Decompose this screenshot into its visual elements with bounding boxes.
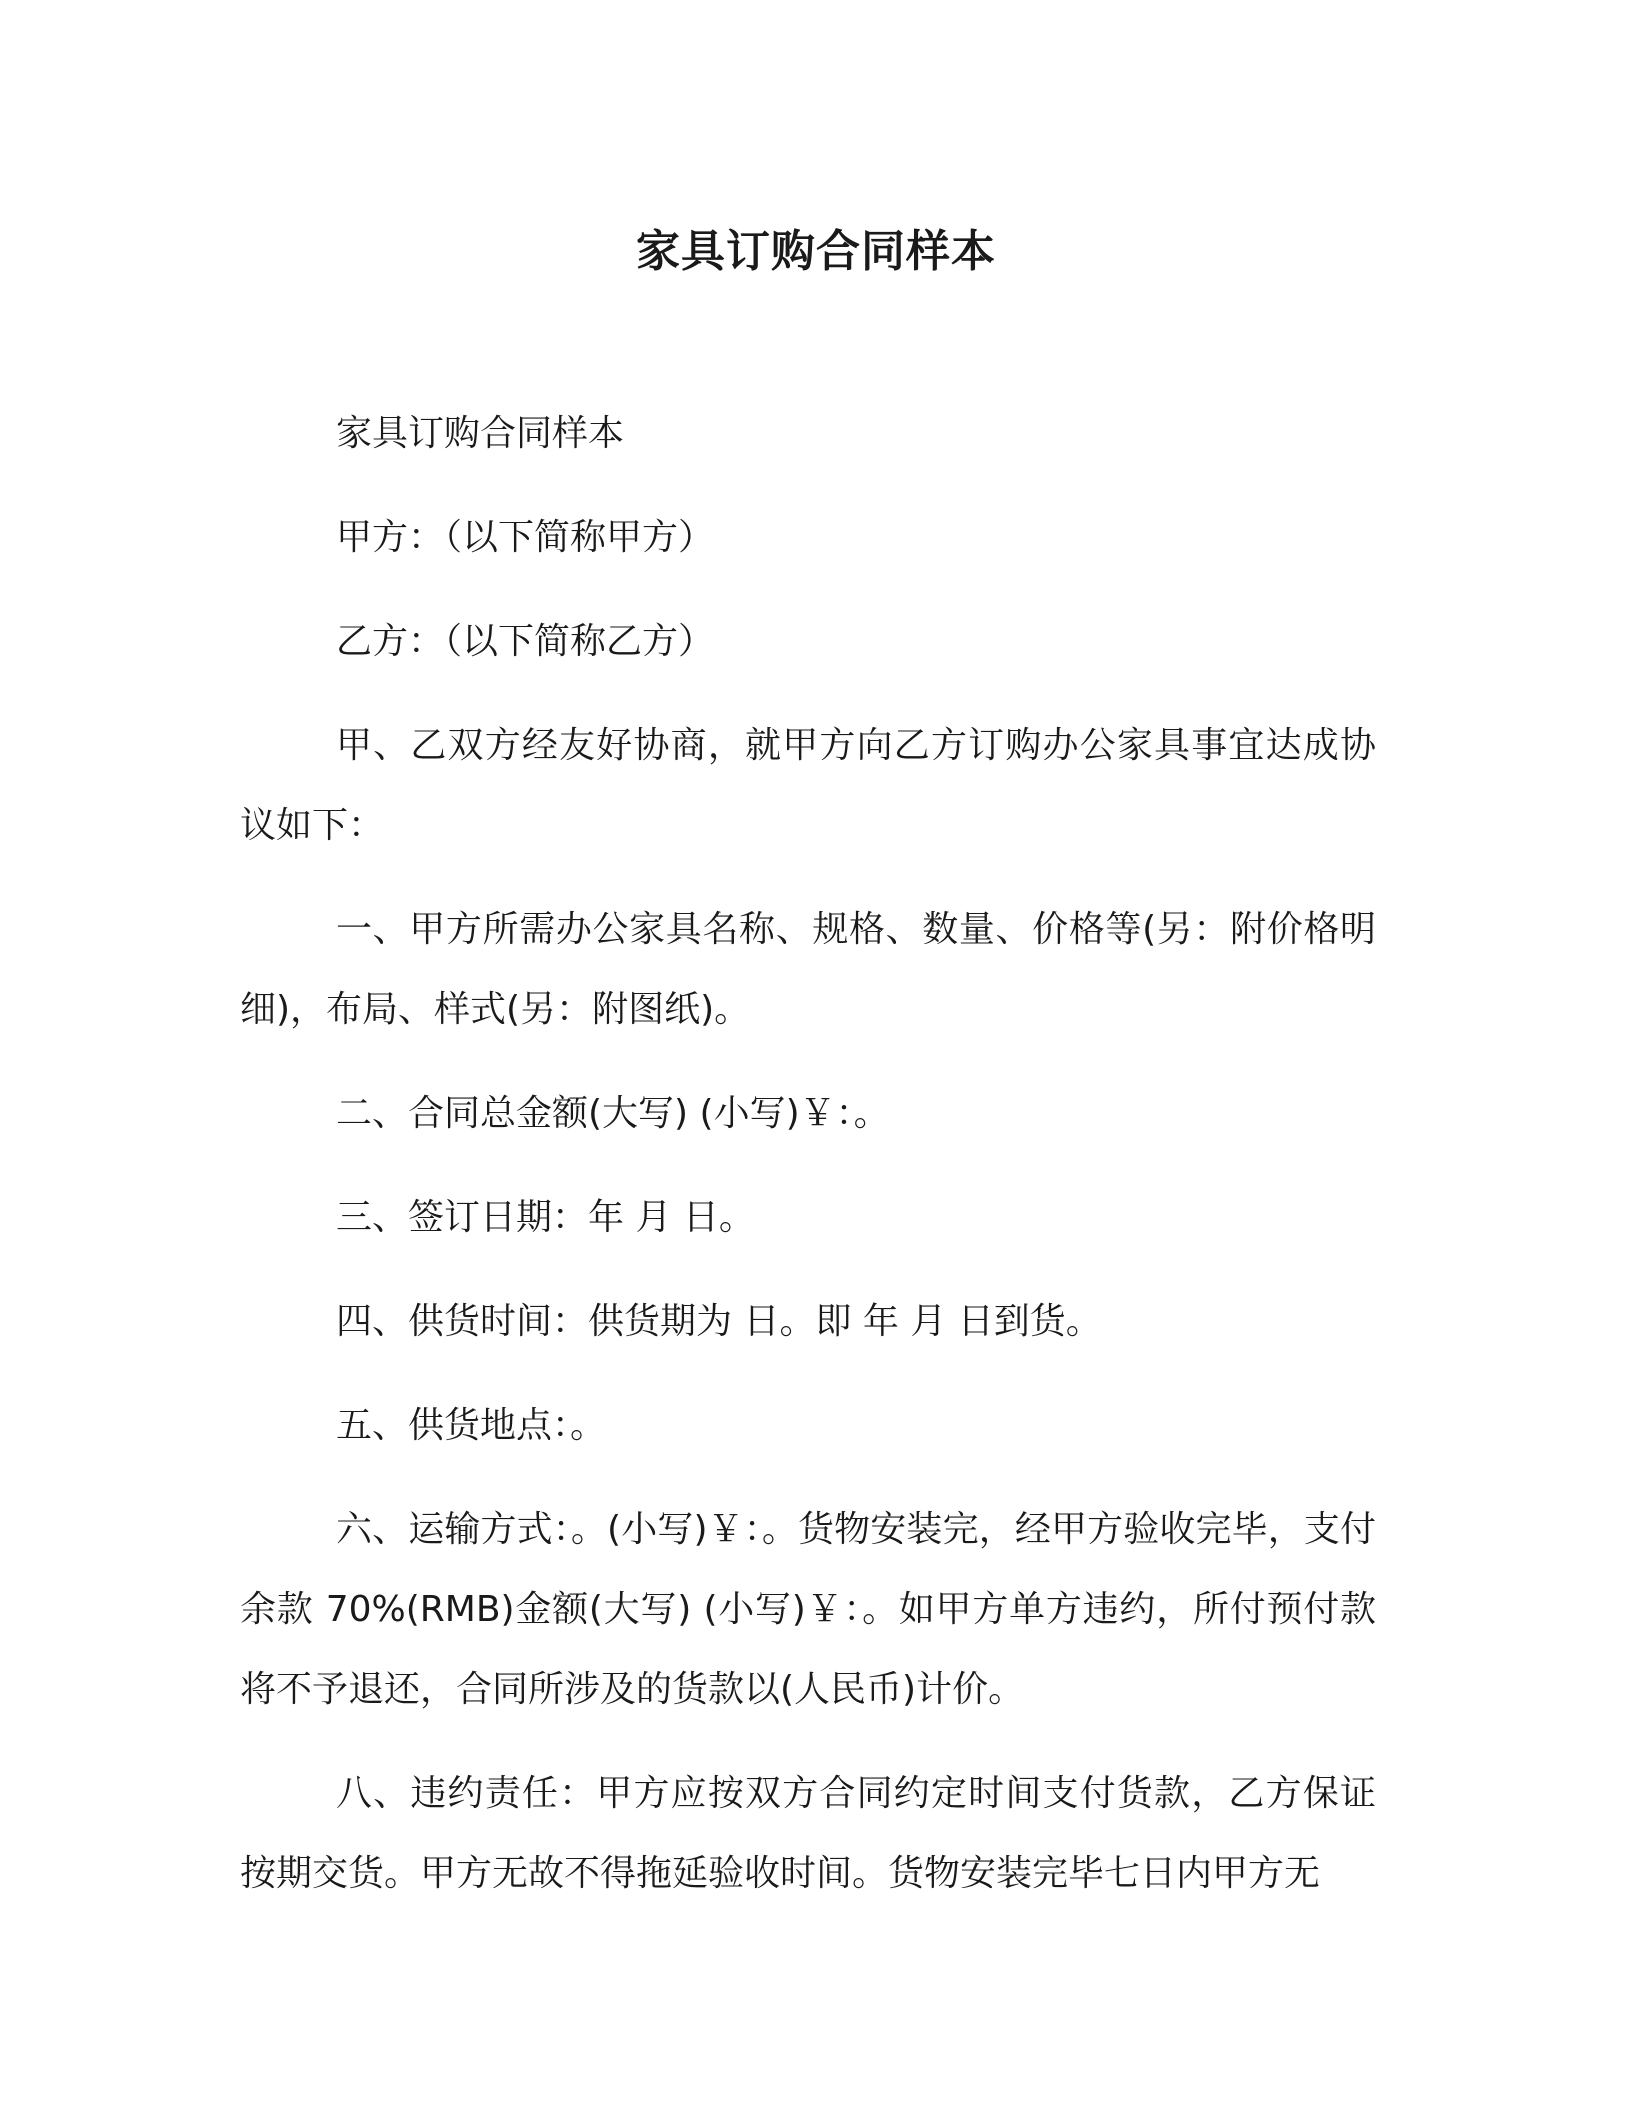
clause-5-delivery-location: 五、供货地点：。 (336, 1405, 607, 1446)
document-body (240, 394, 1376, 1914)
party-a-line: 甲方：（以下简称甲方） (336, 517, 715, 558)
intro-paragraph: 甲、乙双方经友好协商，就甲方向乙方订购办公家具事宜达成协议如下： (240, 725, 1376, 846)
clause-2-total-amount: 二、合同总金额(大写) (小写)￥：。 (336, 1093, 890, 1134)
clause-4-delivery-time: 四、供货时间：供货期为 日。即 年 月 日到货。 (336, 1301, 1102, 1342)
subtitle-paragraph: 家具订购合同样本 (336, 413, 625, 454)
clause-8-breach-liability: 八、违约责任：甲方应按双方合同约定时间支付货款，乙方保证按期交货。甲方无故不得拖延验收时间。货物安装完毕七日内甲方无 (240, 1773, 1376, 1894)
clause-3-signing-date: 三、签订日期：年 月 日。 (336, 1197, 755, 1238)
clause-1-furniture-specs: 一、甲方所需办公家具名称、规格、数量、价格等(另：附价格明细)，布局、样式(另：附图纸)。 (240, 909, 1376, 1030)
party-b-line: 乙方：（以下简称乙方） (336, 621, 715, 662)
document-title: 家具订购合同样本 (636, 226, 996, 277)
clause-6-transport-payment: 六、运输方式：。(小写)￥：。货物安装完，经甲方验收完毕，支付余款 70%(RMB)金额(大写) (小写)￥：。如甲方单方违约，所付预付款将不予退还，合同所涉及的货款以(人民币)计价。 (240, 1509, 1376, 1710)
